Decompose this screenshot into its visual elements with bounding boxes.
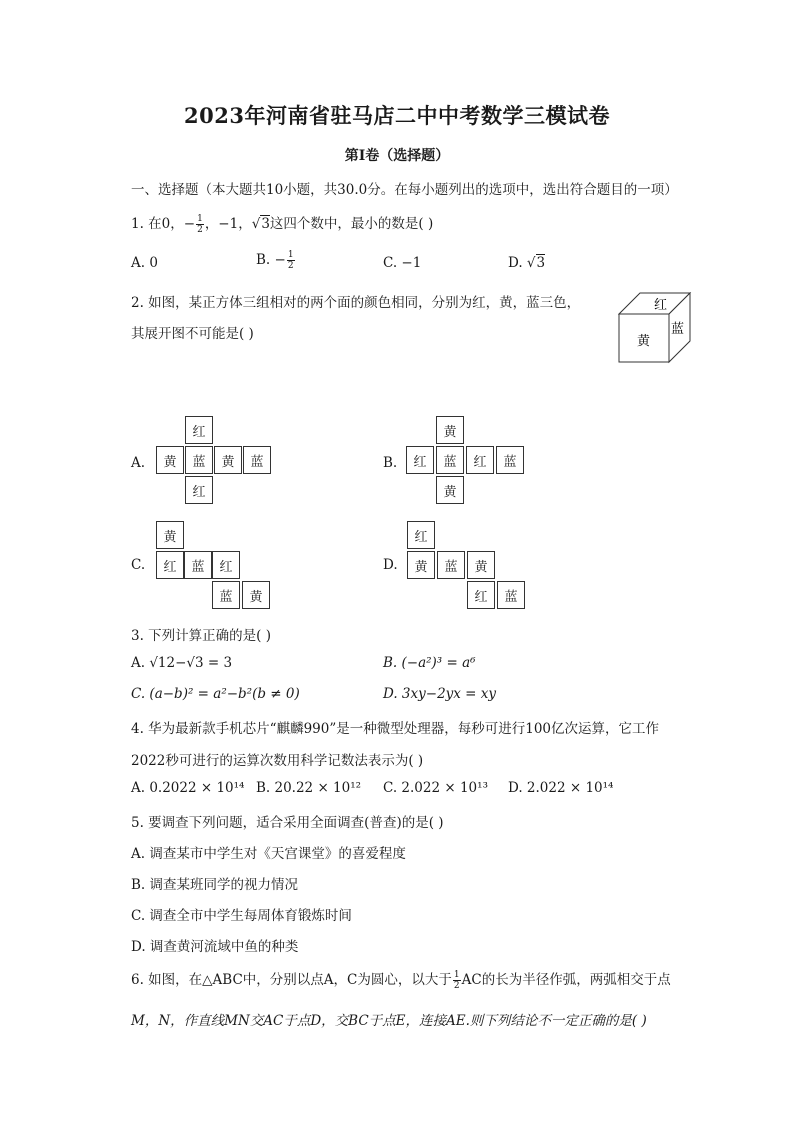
question-6-line1: 6. 如图，在△ABC中，分别以点A，C为圆心，以大于 $\frac{1}{2}$ AC的长为半径作弧，两弧相交于点 (131, 970, 671, 991)
net-cell: 黄 (214, 446, 242, 474)
net-cell: 红 (185, 416, 213, 444)
net-cell: 蓝 (436, 446, 464, 474)
net-cell: 蓝 (437, 551, 465, 579)
net-cell: 黄 (242, 581, 270, 609)
q4-option-d: D. 2.022 × 10¹⁴ (508, 780, 614, 796)
question-4-line1: 4. 华为最新款手机芯片“麒麟990”是一种微型处理器，每秒可进行100亿次运算，它工作 (131, 721, 660, 737)
cube-side-label: 蓝 (671, 322, 685, 337)
question-1-stem: 1. 在0，− $\frac{1}{2}$ ，−1，√3这四个数中，最小的数是( ) (131, 214, 434, 235)
question-2-line1: 2. 如图，某正方体三组相对的两个面的颜色相同，分别为红，黄，蓝三色， (131, 295, 581, 311)
q5-option-c: C. 调查全市中学生每周体育锻炼时间 (131, 908, 352, 924)
cube-front-label: 黄 (637, 334, 651, 349)
net-cell: 蓝 (496, 446, 524, 474)
net-cell: 黄 (436, 416, 464, 444)
question-4-line2: 2022秒可进行的运算次数用科学记数法表示为( ) (131, 753, 424, 769)
q4-option-b: B. 20.22 × 10¹² (256, 780, 362, 796)
q3-option-a: A. √12−√3 = 3 (131, 655, 233, 671)
net-cell: 红 (156, 551, 184, 579)
q4-option-c: C. 2.022 × 10¹³ (383, 780, 488, 796)
cube-top-label: 红 (654, 298, 668, 313)
net-cell: 蓝 (185, 446, 213, 474)
q2-option-d-label: D. (383, 557, 398, 573)
q2-option-a-label: A. (131, 455, 146, 471)
net-cell: 黄 (156, 446, 184, 474)
net-cell: 黄 (407, 551, 435, 579)
q1-option-b: B. − $\frac{1}{2}$ (256, 250, 294, 271)
net-cell: 蓝 (497, 581, 525, 609)
net-cell: 红 (407, 521, 435, 549)
q2-option-c-label: C. (131, 557, 146, 573)
question-2-line2: 其展开图不可能是( ) (131, 326, 254, 342)
net-cell: 黄 (467, 551, 495, 579)
q5-option-a: A. 调查某市中学生对《天宫课堂》的喜爱程度 (131, 846, 406, 862)
q3-option-c: C. (a−b)² = a²−b²(b ≠ 0) (131, 686, 300, 702)
net-cell: 红 (212, 551, 240, 579)
q5-option-d: D. 调查黄河流域中鱼的种类 (131, 939, 299, 955)
cube-figure (618, 292, 692, 364)
net-cell: 蓝 (212, 581, 240, 609)
q2-option-b-label: B. (383, 455, 398, 471)
net-cell: 黄 (156, 521, 184, 549)
q1-option-c: C. −1 (383, 255, 422, 271)
q1-option-a: A. 0 (131, 255, 158, 271)
question-3-stem: 3. 下列计算正确的是( ) (131, 628, 271, 644)
net-cell: 红 (467, 581, 495, 609)
net-cell: 红 (406, 446, 434, 474)
net-cell: 红 (185, 476, 213, 504)
net-cell: 黄 (436, 476, 464, 504)
question-6-line2: M，N，作直线MN交AC于点D，交BC于点E，连接AE.则下列结论不一定正确的是( ) (131, 1013, 647, 1029)
exam-title: 2023年河南省驻马店二中中考数学三模试卷 (184, 103, 610, 128)
net-cell: 红 (466, 446, 494, 474)
net-cell: 蓝 (184, 551, 212, 579)
q5-option-b: B. 调查某班同学的视力情况 (131, 877, 299, 893)
part-title: 第I卷（选择题） (344, 148, 450, 164)
q3-option-d: D. 3xy−2yx = xy (383, 686, 497, 702)
net-cell: 蓝 (243, 446, 271, 474)
question-5-stem: 5. 要调查下列问题，适合采用全面调查(普查)的是( ) (131, 815, 444, 831)
section-heading: 一、选择题（本大题共10小题，共30.0分。在每小题列出的选项中，选出符合题目的一项） (131, 182, 678, 198)
fraction: $\frac{1}{2}$ (197, 214, 203, 235)
q4-option-a: A. 0.2022 × 10¹⁴ (131, 780, 245, 796)
q1-option-d: D. √3 (508, 255, 546, 271)
q3-option-b: B. (−a²)³ = a⁶ (383, 655, 476, 671)
